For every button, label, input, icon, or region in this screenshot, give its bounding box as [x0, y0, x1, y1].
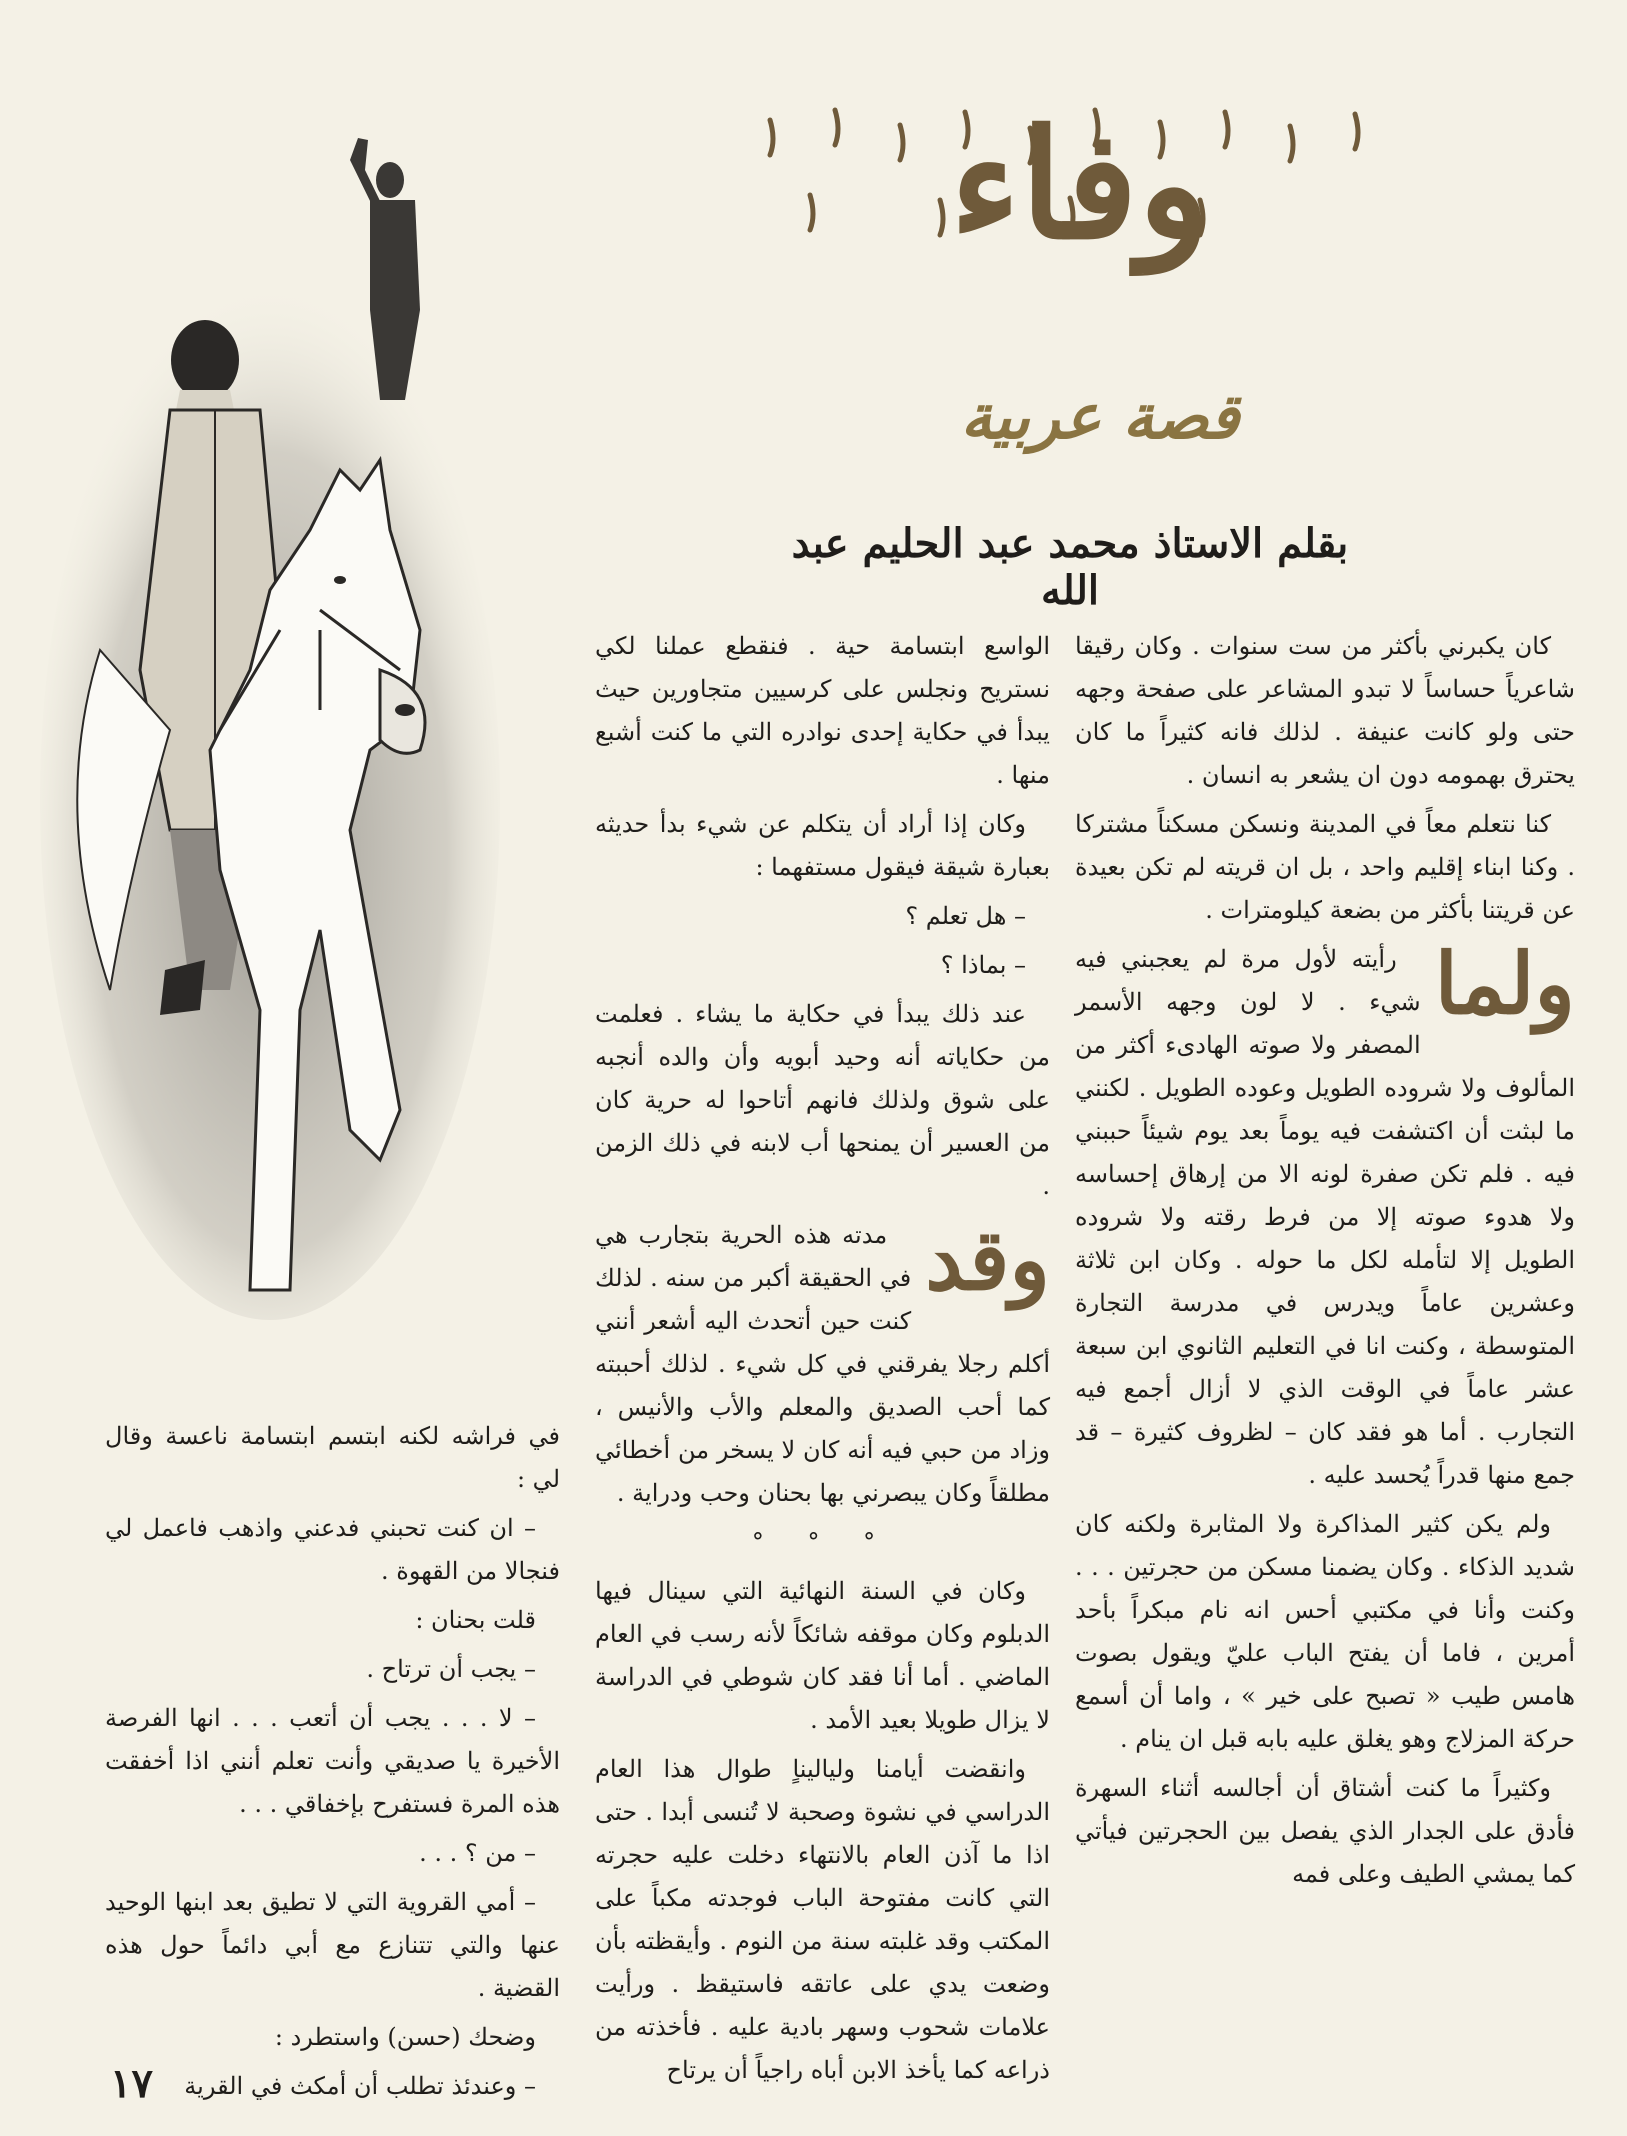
paragraph: كنا نتعلم معاً في المدينة ونسكن مسكناً مشتركا . وكنا ابناء إقليم واحد ، بل ان قريته لم تكن بعيدة عن قريتنا بأكثر من بضعة كيلومترات . [1075, 810, 1575, 924]
dialogue-line: – يجب أن ترتاح . [366, 1655, 536, 1683]
paragraph: في فراشه لكنه ابتسم ابتسامة ناعسة وقال لي : [105, 1422, 560, 1493]
paragraph [595, 1210, 1050, 1515]
paragraph: ولم يكن كثير المذاكرة ولا المثابرة ولكنه كان شديد الذكاء . وكان يضمنا مسكن من حجرتين . . . وكنت وأنا في مكتبي أحس انه نام مبكراً بأحد أمرين ، فاما أن يفتح الباب عليّ ويقول بصوت هامس طيب « تصبح على خير » ، واما أن أسمع حركة المزلاج وهو يغلق عليه بابه قبل ان ينام . [1075, 1510, 1575, 1753]
paragraph: قلت بحنان : [415, 1606, 536, 1634]
paragraph: وكثيراً ما كنت أشتاق أن أجالسه أثناء السهرة فأدق على الجدار الذي يفصل بين الحجرتين فيأتي كما يمشي الطيف وعلى فمه [1075, 1774, 1575, 1888]
author-byline: بقلم الاستاذ محمد عبد الحليم عبد الله [791, 520, 1349, 614]
paragraph: وكان إذا أراد أن يتكلم عن شيء بدأ حديثه بعبارة شيقة فيقول مستفهما : [595, 810, 1050, 881]
paragraph-text: مدته هذه الحرية بتجارب هي في الحقيقة أكبر من سنه . لذلك كنت حين أتحدث اليه أشعر أنني أكلم رجلا يفرقني في كل شيء . لذلك أحببته كما أحب الصديق والمعلم والأب والأنيس ، وزاد من حبي فيه أنه كان لا يسخر من أخطائي مطلقاً وكان يبصرني بها بحنان وحب ودراية . [595, 1221, 1050, 1507]
horse-illustration [20, 110, 500, 1350]
dialogue-line: – لا . . . يجب أن أتعب . . . انها الفرصة الأخيرة يا صديقي وأنت تعلم أنني اذا أخفقت هذه المرة فستفرح بإخفاقي . . . [105, 1704, 560, 1818]
drop-cap: ولما [1434, 934, 1575, 1033]
paragraph-text: رأيته لأول مرة لم يعجبني فيه شيء . لا لون وجهه الأسمر المصفر ولا صوته الهادىء أكثر من المألوف ولا شروده الطويل وعوده الطويل . لكنني ما لبثت أن اكتشفت فيه يوماً بعد يوم شيئاً حببني فيه . فلم تكن صفرة لونه الا من إرهاق إحساسه ولا هدوء صوته إلا من فرط رقته ولا شروده الطويل إلا لتأمله لكل ما حوله . وكان ابن ثلاثة وعشرين عاماً ويدرس في مدرسة التجارة المتوسطة ، وكنت انا في التعليم الثانوي ابن سبعة عشر عاماً في الوقت الذي لا أزال أجمع فيه التجارب . أما هو فقد كان – لظروف كثيرة – قد جمع منها قدراً يُحسد عليه . [1075, 945, 1575, 1489]
dialogue-line: – أمي القروية التي لا تطيق بعد ابنها الوحيد عنها والتي تتنازع مع أبي دائماً حول هذه القضية . [105, 1888, 560, 2002]
drop-cap: وقد [925, 1210, 1050, 1309]
section-divider: ° ° ° [751, 1528, 894, 1556]
paragraph: وكان في السنة النهائية التي سينال فيها الدبلوم وكان موقفه شائكاً لأنه رسب في العام الماضي . أما أنا فقد كان شوطي في الدراسة لا يزال طويلا بعيد الأمد . [595, 1577, 1050, 1734]
dialogue-line: – وعندئذ تطلب أن أمكث في القرية [184, 2072, 536, 2100]
dialogue-line: – ان كنت تحبني فدعني واذهب فاعمل لي فنجالا من القهوة . [105, 1514, 560, 1585]
page-number: ١٧ [110, 2060, 153, 2107]
story-title: وفاء [949, 97, 1211, 273]
text-column-middle [595, 625, 1050, 2084]
paragraph: عند ذلك يبدأ في حكاية ما يشاء . فعلمت من حكاياته أنه وحيد أبويه وأن والده أنجبه على شوق ولذلك فانهم أتاحوا له حرية كان من العسير أن يمنحها أب لابنه في ذلك الزمن . [595, 1000, 1050, 1200]
paragraph: وضحك (حسن) واستطرد : [274, 2023, 536, 2051]
paragraph: وانقضت أيامنا ولياليناٍ طوال هذا العام الدراسي في نشوة وصحبة لا تُنسى أبدا . حتى اذا ما آذن العام بالانتهاء دخلت عليه حجرته التي كانت مفتوحة الباب فوجدته مكباً على المكتب وقد غلبته سنة من النوم . وأيقظته بأن وضعت يدي على عاتقه فاستيقظ . ورأيت علامات شحوب وسهر بادية عليه . فأخذته من ذراعه كما يأخذ الابن أباه راجياً أن يرتاح [595, 1755, 1050, 2084]
story-subtitle: قصة عربية [960, 380, 1240, 453]
text-column-right [1075, 625, 1575, 2035]
paragraph [1075, 934, 1575, 1497]
paragraph: الواسع ابتسامة حية . فنقطع عملنا لكي نستريح ونجلس على كرسيين متجاورين حيث يبدأ في حكاية إحدى نوادره التي ما كنت أشبع منها . [595, 632, 1050, 789]
dialogue-line: – من ؟ . . . [419, 1839, 536, 1867]
dialogue-line: – هل تعلم ؟ [905, 902, 1026, 930]
paragraph: كان يكبرني بأكثر من ست سنوات . وكان رقيقا شاعرياً حساساً لا تبدو المشاعر على صفحة وجهه حتى ولو كانت عنيفة . لذلك فانه كثيراً ما كان يحترق بهمومه دون ان يشعر به انسان . [1075, 632, 1575, 789]
dialogue-line: – بماذا ؟ [940, 951, 1026, 979]
